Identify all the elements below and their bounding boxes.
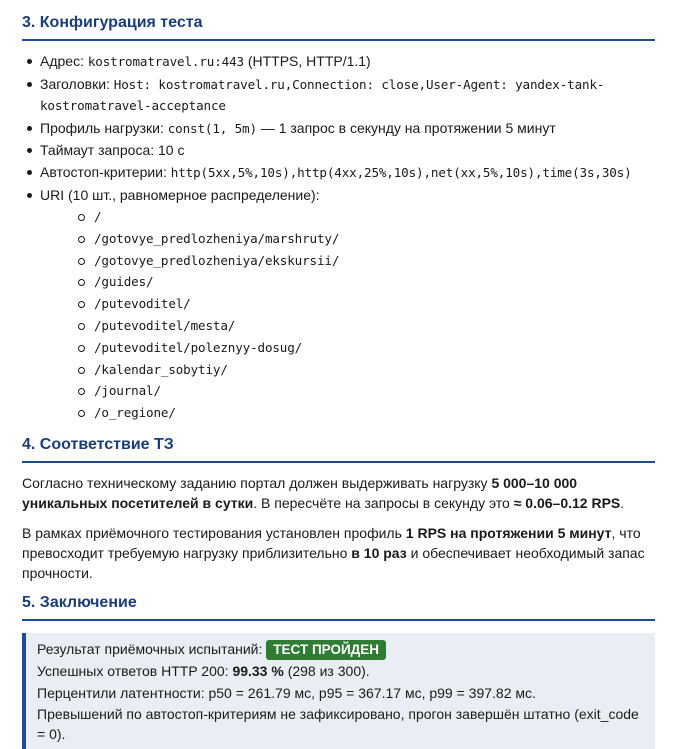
profile-value: const(1, 5m): [167, 120, 257, 136]
uri-item: /putevoditel/poleznyy-dosug/: [40, 338, 655, 358]
config-item-timeout: Таймаут запроса: 10 с: [22, 140, 655, 160]
uri-item: /kalendar_sobytiy/: [40, 360, 655, 380]
config-item-address: [22, 51, 655, 72]
percentiles-row: Перцентили латентности: p50 = 261.79 мс, p95 = 367.17 мс, p99 = 397.82 мс.: [37, 684, 536, 701]
uri-item: /o_regione/: [40, 403, 655, 423]
uri-item: /gotovye_predlozheniya/marshruty/: [40, 229, 655, 249]
headers-value-line1: Host: kostromatravel.ru,Connection: close,User-Agent: yandex-tank-: [113, 76, 605, 92]
headers-value-line2: kostromatravel-acceptance: [40, 97, 226, 113]
compliance-paragraph-2: [22, 523, 655, 583]
config-item-autostop: [22, 162, 655, 183]
profile-suffix: — 1 запрос в секунду на протяжении 5 минут: [256, 119, 556, 136]
config-item-profile: [22, 118, 655, 139]
p1-rps: ≈ 0.06–0.12 RPS: [513, 495, 621, 512]
uri-item: /gotovye_predlozheniya/ekskursii/: [40, 251, 655, 271]
section-title-config: 3. Конфигурация теста: [22, 12, 655, 41]
uri-item: /putevoditel/mesta/: [40, 316, 655, 336]
section-title-compliance: 4. Соответствие ТЗ: [22, 434, 655, 463]
compliance-paragraph-1: [22, 473, 655, 513]
p2-text-e: и обеспечивает необходимый запас прочности.: [22, 545, 645, 582]
p2-text-a: В рамках приёмочного тестирования установлен профиль: [22, 525, 406, 542]
success-value: 99.33 %: [232, 663, 284, 680]
status-badge: ТЕСТ ПРОЙДЕН: [266, 640, 386, 660]
p1-text-e: .: [620, 495, 625, 512]
result-label: Результат приёмочных испытаний:: [37, 641, 267, 658]
p1-visitors: 5 000–10 000 уникальных посетителей в сутки: [22, 475, 578, 512]
section-title-conclusion: 5. Заключение: [22, 592, 655, 621]
config-item-headers: [22, 74, 655, 116]
p2-text-c: , что превосходит требуемую нагрузку приблизительно: [22, 525, 641, 562]
config-list: [22, 51, 655, 423]
uri-item: /putevoditel/: [40, 294, 655, 314]
success-row: [37, 661, 645, 681]
config-item-uri: [22, 185, 655, 423]
p2-profile: 1 RPS на протяжении 5 минут: [405, 525, 612, 542]
uri-item: /guides/: [40, 272, 655, 292]
document-page: [0, 12, 675, 742]
headers-label: Заголовки:: [40, 75, 114, 92]
address-value: kostromatravel.ru:443: [87, 54, 244, 69]
success-label: Успешных ответов HTTP 200:: [37, 663, 233, 680]
autostop-label: Автостоп-критерии:: [40, 164, 171, 181]
address-label: Адрес:: [40, 53, 88, 69]
uri-item: /journal/: [40, 381, 655, 401]
autostop-value: http(5xx,5%,10s),http(4xx,25%,10s),net(xx,5%,10s),time(3s,30s): [170, 165, 632, 181]
uri-list: [40, 207, 655, 423]
p1-text-a: Согласно техническому заданию портал должен выдерживать нагрузку: [22, 475, 492, 492]
address-suffix: (HTTPS, HTTP/1.1): [243, 53, 371, 69]
result-row: [37, 639, 645, 660]
p2-factor: в 10 раз: [351, 545, 407, 562]
uri-label: URI (10 шт., равномерное распределение):: [40, 186, 320, 203]
uri-item: /: [40, 207, 655, 227]
profile-label: Профиль нагрузки:: [40, 119, 168, 136]
p1-text-c: . В пересчёте на запросы в секунду это: [253, 495, 514, 512]
autostop-note-row: Превышений по автостоп-критериям не зафиксировано, прогон завершён штатно (exit_code = 0).: [37, 705, 639, 742]
conclusion-callout: [22, 633, 655, 749]
success-suffix: (298 из 300).: [283, 663, 370, 680]
